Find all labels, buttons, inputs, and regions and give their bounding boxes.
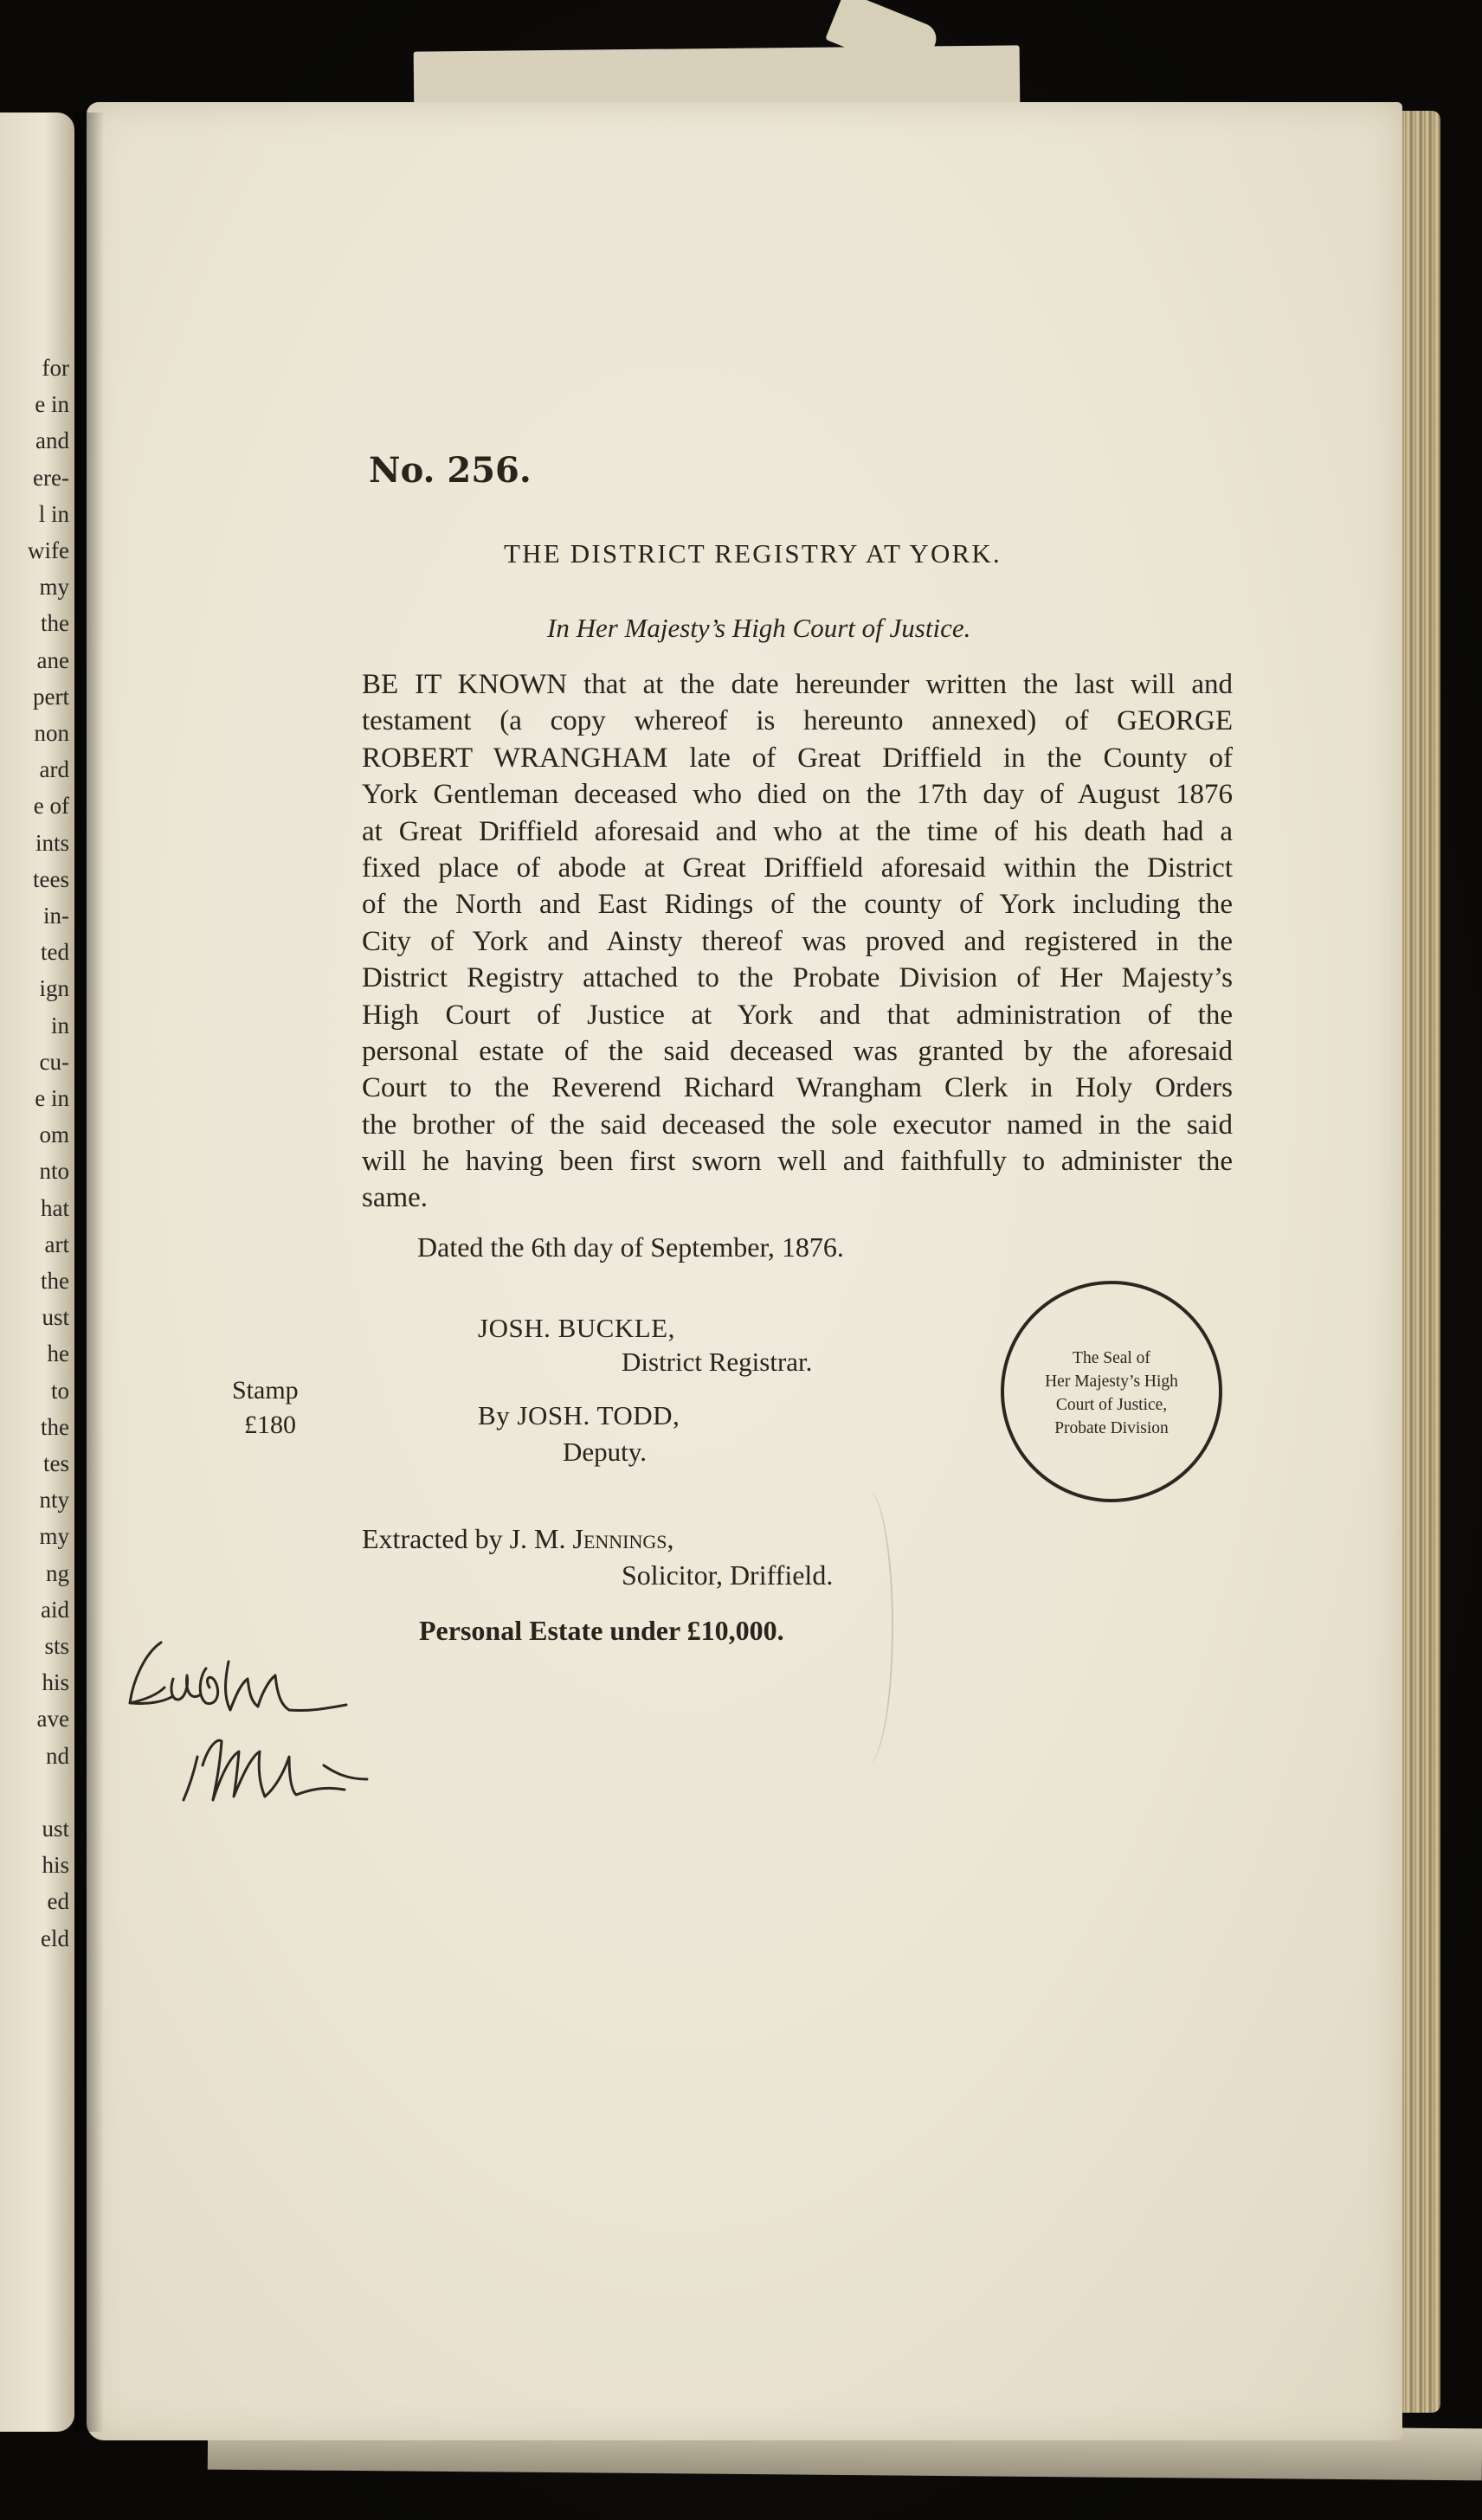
body-line: testament (a copy whereof is hereunto annexed) of GEORGE (362, 705, 1233, 737)
left-page-fragment: non (34, 720, 69, 746)
stamp-label: Stamp (232, 1376, 299, 1405)
dated-line: Dated the 6th day of September, 1876. (417, 1231, 844, 1263)
left-page-fragment: sts (44, 1633, 69, 1659)
seal-text (1004, 1347, 1219, 1440)
registrar-title: District Registrar. (622, 1347, 813, 1377)
left-page (0, 112, 74, 2432)
left-page-fragment: pert (33, 683, 69, 710)
seal-line: Probate Division (1054, 1419, 1169, 1437)
document-page (87, 102, 1402, 2440)
extracted-role: Solicitor, Driffield. (622, 1559, 834, 1591)
left-page-fragment: ane (36, 646, 69, 673)
left-page-fragment: wife (28, 537, 69, 563)
body-line: will he having been first sworn well and faithfully to administer the (362, 1146, 1233, 1178)
body-line: City of York and Ainsty thereof was proved and registered in the (362, 925, 1233, 957)
left-page-fragment: ave (36, 1706, 69, 1732)
seal-line: The Seal of (1073, 1349, 1150, 1367)
body-line: BE IT KNOWN that at the date hereunder written the last will and (362, 669, 1233, 700)
left-page-fragment: my (39, 1523, 69, 1550)
extracted-prefix: Extracted by J. M. (362, 1523, 573, 1554)
left-page-fragment: ere- (33, 464, 69, 491)
left-page-fragment: ign (39, 975, 69, 1002)
seal-line: Her Majesty’s High (1045, 1372, 1178, 1391)
body-line: Court to the Reverend Richard Wrangham Clerk in Holy Orders (362, 1072, 1233, 1104)
left-page-fragment: he (47, 1340, 69, 1367)
left-page-fragment: aid (41, 1596, 69, 1623)
left-page-fragment: nty (39, 1487, 69, 1514)
left-page-fragment: his (42, 1852, 69, 1879)
body-line: High Court of Justice at York and that administration of the (362, 999, 1233, 1031)
body-line: York Gentleman deceased who died on the 17th day of August 1876 (362, 779, 1233, 811)
body-line: personal estate of the said deceased was granted by the aforesaid (362, 1035, 1233, 1067)
left-page-fragment: in- (43, 903, 69, 929)
left-page-fragment: e of (33, 793, 69, 820)
body-line: same. (362, 1182, 428, 1214)
deputy-name: By JOSH. TODD, (478, 1400, 680, 1430)
left-page-fragment: art (44, 1231, 69, 1257)
left-page-fragment: ust (42, 1816, 69, 1842)
body-line: at Great Driffield aforesaid and who at the time of his death had a (362, 815, 1233, 847)
left-page-fragment: ng (46, 1559, 69, 1586)
document-subheading: In Her Majesty’s High Court of Justice. (547, 613, 971, 643)
left-page-fragment: the (41, 610, 69, 637)
left-page-fragment: my (39, 574, 69, 601)
left-page-fragment: cu- (39, 1048, 69, 1075)
deputy-title: Deputy. (563, 1437, 647, 1467)
left-page-fragment: ed (47, 1888, 69, 1915)
left-page-fragment: ted (41, 939, 69, 966)
left-page-fragment: the (41, 1268, 69, 1294)
document-number: No. 256. (369, 450, 532, 491)
body-line: fixed place of abode at Great Driffield aforesaid within the District (362, 852, 1233, 884)
left-page-fragment: ard (39, 756, 69, 783)
left-page-fragment: e in (35, 1085, 69, 1111)
left-page-fragment: l in (38, 500, 69, 527)
body-line: ROBERT WRANGHAM late of Great Driffield in the County of (362, 742, 1233, 774)
stamp-value: £180 (244, 1411, 296, 1439)
left-page-fragment: ints (35, 829, 69, 856)
registrar-name: JOSH. BUCKLE, (478, 1313, 675, 1343)
seal-line: Court of Justice, (1055, 1396, 1168, 1414)
left-page-fragment: and (35, 428, 69, 454)
left-page-fragment: ust (42, 1304, 69, 1331)
left-page-fragment: in (50, 1012, 69, 1038)
left-page-fragment: nto (39, 1158, 69, 1185)
left-page-fragment: e in (35, 391, 69, 418)
court-seal (1001, 1281, 1222, 1502)
extracted-by (362, 1523, 674, 1555)
left-page-fragment: for (42, 355, 69, 381)
handwritten-signature (119, 1627, 396, 1817)
body-line: District Registry attached to the Probate Division of Her Majesty’s (362, 962, 1233, 994)
gutter-shadow (74, 112, 104, 2432)
left-page-fragment: eld (41, 1925, 69, 1951)
left-page-fragment: tes (43, 1450, 69, 1476)
document-body (362, 666, 1233, 1217)
left-page-fragment: nd (46, 1742, 69, 1769)
body-line: the brother of the said deceased the sole executor named in the said (362, 1109, 1233, 1141)
left-page-fragment: tees (33, 865, 69, 892)
left-page-fragment: hat (41, 1194, 69, 1221)
document-heading: THE DISTRICT REGISTRY AT YORK. (504, 538, 1002, 569)
left-page-fragment: his (42, 1669, 69, 1696)
left-page-fragment: the (41, 1413, 69, 1440)
body-line: of the North and East Ridings of the county of York including the (362, 889, 1233, 921)
left-page-fragment: to (50, 1377, 69, 1404)
left-page-fragment: om (39, 1122, 69, 1148)
extracted-name: Jennings, (572, 1523, 674, 1554)
personal-estate: Personal Estate under £10,000. (419, 1615, 784, 1646)
paper-crease (840, 1488, 893, 1765)
